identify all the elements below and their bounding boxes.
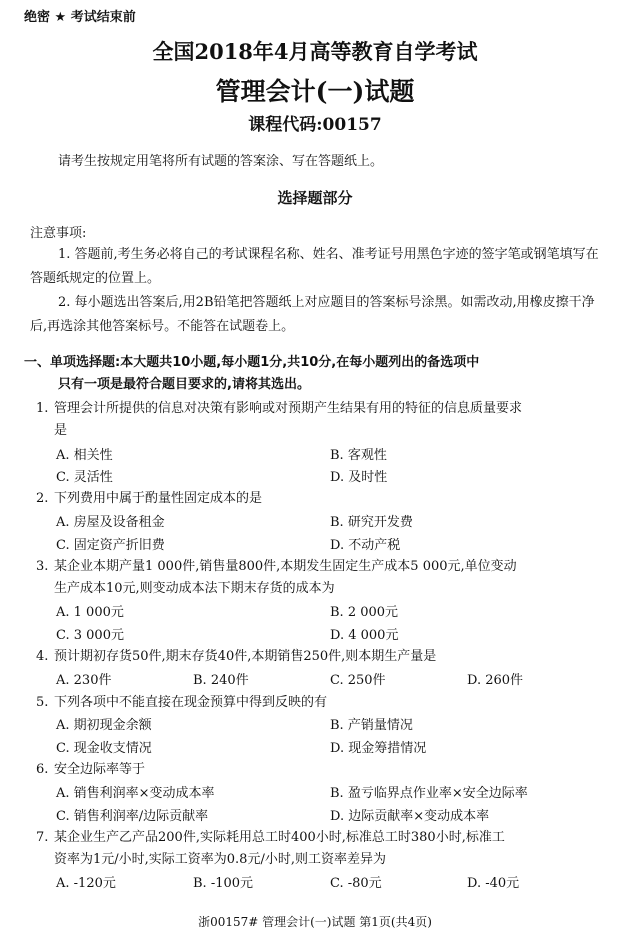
question bbox=[36, 646, 616, 668]
question-number: 5. bbox=[36, 695, 49, 710]
question-stem-cont: 生产成本10元,则变动成本法下期末存货的成本为 bbox=[54, 581, 335, 596]
option: C. 固定资产折旧费 bbox=[56, 538, 165, 553]
option: A. 1 000元 bbox=[56, 605, 124, 620]
option: B. -100元 bbox=[193, 876, 254, 891]
question bbox=[36, 488, 616, 510]
part-heading bbox=[24, 352, 614, 396]
question bbox=[36, 398, 616, 442]
question-stem: 安全边际率等于 bbox=[54, 762, 146, 777]
question-stem: 管理会计所提供的信息对决策有影响或对预期产生结果有用的特征的信息质量要求 bbox=[54, 401, 523, 416]
option: A. 230件 bbox=[56, 673, 112, 688]
option: B. 研究开发费 bbox=[330, 515, 413, 530]
section-title: 选择题部分 bbox=[277, 189, 353, 207]
question-number: 3. bbox=[36, 559, 49, 574]
option: C. 灵活性 bbox=[56, 470, 113, 485]
course-code: 课程代码:00157 bbox=[248, 115, 382, 135]
option: C. 3 000元 bbox=[56, 628, 124, 643]
question-stem-cont: 资率为1元/小时,实际工资率为0.8元/小时,则工资率差异为 bbox=[54, 852, 386, 867]
question bbox=[36, 827, 616, 871]
option: A. 房屋及设备租金 bbox=[56, 515, 165, 530]
question-stem: 某企业本期产量1 000件,销售量800件,本期发生固定生产成本5 000元,单位变动 bbox=[54, 559, 517, 574]
exam-title: 全国2018年4月高等教育自学考试 bbox=[152, 39, 478, 64]
note-item: 1. 答题前,考生务必将自己的考试课程名称、姓名、准考证号用黑色字迹的签字笔或钢笔填写在答题纸规定的位置上。 bbox=[30, 247, 599, 286]
question-stem: 某企业生产乙产品200件,实际耗用总工时400小时,标准总工时380小时,标准工 bbox=[54, 830, 505, 845]
answer-instruction: 请考生按规定用笔将所有试题的答案涂、写在答题纸上。 bbox=[58, 154, 384, 169]
option: A. 期初现金余额 bbox=[56, 718, 152, 733]
option: D. 现金筹措情况 bbox=[330, 741, 427, 756]
option: B. 2 000元 bbox=[330, 605, 399, 620]
option: C. 现金收支情况 bbox=[56, 741, 152, 756]
option: C. 销售利润率/边际贡献率 bbox=[56, 809, 209, 824]
option: A. 销售利润率×变动成本率 bbox=[56, 786, 215, 801]
question bbox=[36, 692, 616, 714]
question-number: 7. bbox=[36, 830, 49, 845]
option: A. -120元 bbox=[56, 876, 116, 891]
question-number: 6. bbox=[36, 762, 49, 777]
confidential-label: 绝密 ★ 考试结束前 bbox=[24, 10, 136, 25]
option: B. 240件 bbox=[193, 673, 249, 688]
option: B. 客观性 bbox=[330, 448, 387, 463]
option: A. 相关性 bbox=[56, 448, 113, 463]
question-stem: 预计期初存货50件,期末存货40件,本期销售250件,则本期生产量是 bbox=[54, 649, 437, 664]
question bbox=[36, 556, 616, 600]
paper-title: 管理会计(一)试题 bbox=[215, 77, 415, 106]
option: C. 250件 bbox=[330, 673, 386, 688]
option: D. 260件 bbox=[467, 673, 524, 688]
option: D. 不动产税 bbox=[330, 538, 401, 553]
part-heading-line1: 一、单项选择题:本大题共10小题,每小题1分,共10分,在每小题列出的备选项中 bbox=[24, 355, 480, 370]
option: D. 及时性 bbox=[330, 470, 388, 485]
question-number: 1. bbox=[36, 401, 49, 416]
notes-heading: 注意事项: bbox=[30, 226, 87, 241]
option: B. 产销量情况 bbox=[330, 718, 413, 733]
option: C. -80元 bbox=[330, 876, 382, 891]
option: D. 边际贡献率×变动成本率 bbox=[330, 809, 490, 824]
question-number: 4. bbox=[36, 649, 49, 664]
page-footer: 浙00157# 管理会计(一)试题 第1页(共4页) bbox=[198, 915, 432, 929]
option: D. 4 000元 bbox=[330, 628, 399, 643]
option: D. -40元 bbox=[467, 876, 520, 891]
question-stem: 下列各项中不能直接在现金预算中得到反映的有 bbox=[54, 695, 328, 710]
option: B. 盈亏临界点作业率×安全边际率 bbox=[330, 786, 528, 801]
part-heading-line2: 只有一项是最符合题目要求的,请将其选出。 bbox=[58, 377, 310, 392]
question-stem-cont: 是 bbox=[54, 423, 68, 438]
note-item: 2. 每小题选出答案后,用2B铅笔把答题纸上对应题目的答案标号涂黑。如需改动,用橡皮擦干净后,再选涂其他答案标号。不能答在试题卷上。 bbox=[30, 295, 595, 334]
question-number: 2. bbox=[36, 491, 49, 506]
question-stem: 下列费用中属于酌量性固定成本的是 bbox=[54, 491, 263, 506]
question bbox=[36, 759, 616, 781]
